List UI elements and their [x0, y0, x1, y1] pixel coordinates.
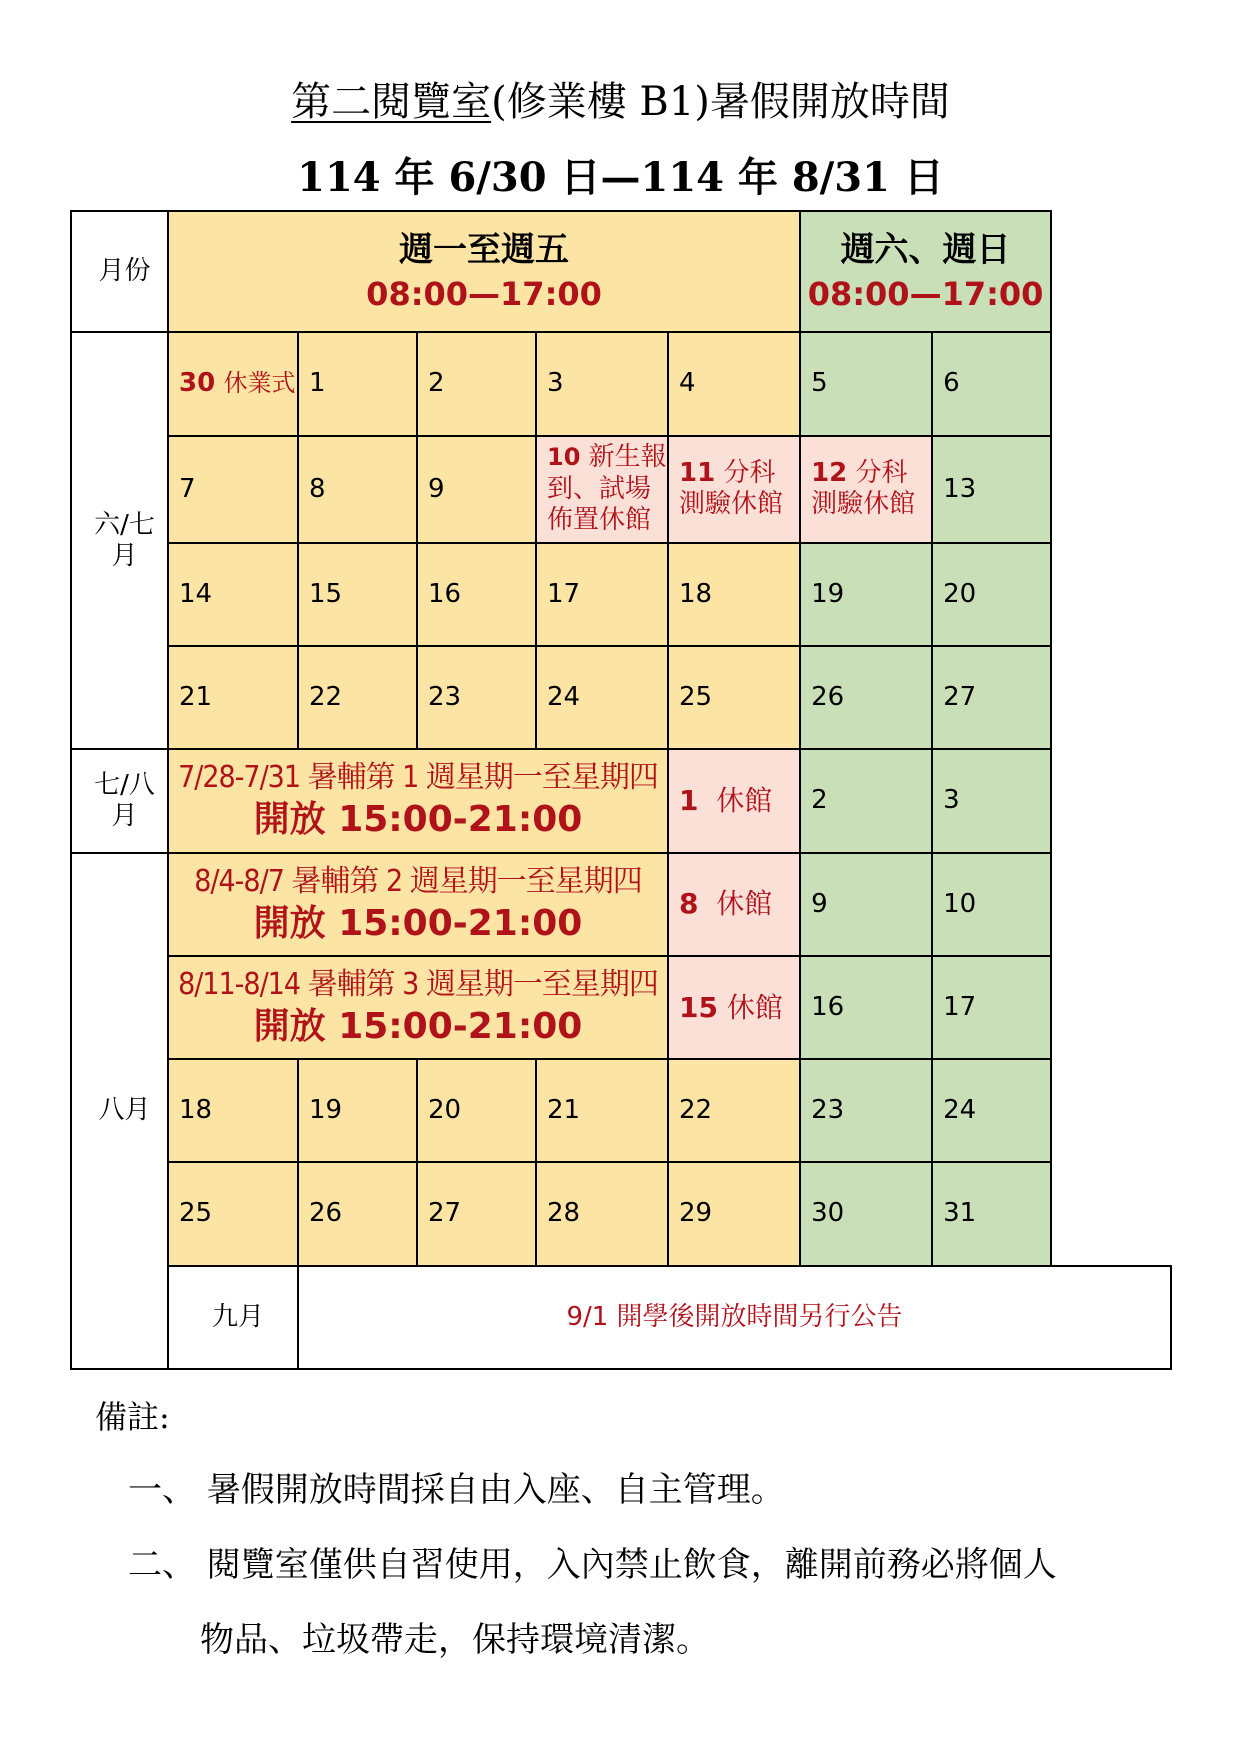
- month-header: 月份: [71, 211, 168, 332]
- closed-day-8: 8 休館: [668, 853, 800, 956]
- weekend-name: 週六、週日: [840, 230, 1011, 271]
- day-cell: 23: [417, 646, 536, 749]
- day-cell: 27: [932, 646, 1051, 749]
- table-row: [71, 646, 1171, 749]
- day-cell: 18: [668, 543, 800, 646]
- day-cell: 14: [168, 543, 298, 646]
- day-cell: 29: [668, 1162, 800, 1265]
- weekday-hours: 08:00—17:00: [366, 274, 602, 313]
- day-cell: 22: [298, 646, 417, 749]
- weekend-hours: 08:00—17:00: [807, 274, 1044, 313]
- table-row: [71, 1059, 1171, 1162]
- day-cell: 17: [932, 956, 1051, 1059]
- day-cell: 22: [668, 1059, 800, 1162]
- table-row: [71, 1162, 1171, 1265]
- day-cell: 24: [536, 646, 668, 749]
- day-cell: 3: [932, 749, 1051, 852]
- day-cell: 3: [536, 332, 668, 435]
- day-cell: 20: [932, 543, 1051, 646]
- month-sep: 九月: [168, 1266, 298, 1369]
- month-aug: 八月: [71, 853, 168, 1369]
- closed-day-1: 1 休館: [668, 749, 800, 852]
- summer-session-week-3: 8/11-8/14 暑輔第 3 週星期一至星期四 開放 15:00-21:00: [168, 956, 668, 1059]
- day-cell: 26: [800, 646, 932, 749]
- day-cell: 5: [800, 332, 932, 435]
- summer-session-week-2: 8/4-8/7 暑輔第 2 週星期一至星期四 開放 15:00-21:00: [168, 853, 668, 956]
- schedule-table: [70, 210, 1172, 1370]
- day-cell: 21: [168, 646, 298, 749]
- table-row: [71, 543, 1171, 646]
- day-cell: 20: [417, 1059, 536, 1162]
- day-cell: 1: [298, 332, 417, 435]
- day-cell: 28: [536, 1162, 668, 1265]
- title-rest: (修業樓 B1)暑假開放時間: [491, 79, 950, 125]
- day-cell: 31: [932, 1162, 1051, 1265]
- day-cell: 30 休業式: [168, 332, 298, 435]
- day-cell: 13: [932, 436, 1051, 543]
- month-jul-aug: 七/八月: [71, 749, 168, 852]
- day-cell: 15: [298, 543, 417, 646]
- day-cell: 16: [800, 956, 932, 1059]
- day-cell: 25: [668, 646, 800, 749]
- day-cell: 25: [168, 1162, 298, 1265]
- closed-day-10: 10 新生報到、試場佈置休館: [536, 436, 668, 543]
- table-row: [71, 332, 1171, 435]
- date-range: 114 年 6/30 日—114 年 8/31 日: [297, 154, 944, 201]
- day-cell: 6: [932, 332, 1051, 435]
- september-notice: 9/1 開學後開放時間另行公告: [298, 1266, 1171, 1369]
- day-cell: 30: [800, 1162, 932, 1265]
- summer-session-week-1: 7/28-7/31 暑輔第 1 週星期一至星期四 開放 15:00-21:00: [168, 749, 668, 852]
- day-cell: 18: [168, 1059, 298, 1162]
- day-cell: 7: [168, 436, 298, 543]
- day-cell: 21: [536, 1059, 668, 1162]
- day-cell: 19: [298, 1059, 417, 1162]
- closed-day-12: 12 分科測驗休館: [800, 436, 932, 543]
- day-cell: 16: [417, 543, 536, 646]
- closed-day-11: 11 分科測驗休館: [668, 436, 800, 543]
- weekday-name: 週一至週五: [399, 230, 570, 271]
- weekday-header: [168, 211, 800, 332]
- weekend-header: [800, 211, 1051, 332]
- note-item-2-continued: 物品、垃圾帶走，保持環境清潔。: [200, 1620, 710, 1660]
- day-cell: 9: [417, 436, 536, 543]
- closed-day-15: 15 休館: [668, 956, 800, 1059]
- day-cell: 17: [536, 543, 668, 646]
- day-cell: 23: [800, 1059, 932, 1162]
- day-cell: 9: [800, 853, 932, 956]
- day-cell: 26: [298, 1162, 417, 1265]
- note-item-2: 二、 閱覽室僅供自習使用，入內禁止飲食，離開前務必將個人: [128, 1545, 1057, 1585]
- notes-heading: 備註:: [95, 1398, 170, 1436]
- table-row: [71, 1266, 1171, 1369]
- header-row: [71, 211, 1171, 332]
- day-cell: 8: [298, 436, 417, 543]
- room-name: 第二閱覽室: [291, 79, 492, 125]
- note-item-1: 一、 暑假開放時間採自由入座、自主管理。: [128, 1470, 785, 1510]
- day-cell: 10: [932, 853, 1051, 956]
- document-title: [0, 70, 1241, 127]
- day-cell: 2: [800, 749, 932, 852]
- table-row: [71, 956, 1171, 1059]
- day-cell: 2: [417, 332, 536, 435]
- table-row: [71, 436, 1171, 543]
- day-cell: 27: [417, 1162, 536, 1265]
- day-cell: 19: [800, 543, 932, 646]
- table-row: [71, 749, 1171, 852]
- table-row: [71, 853, 1171, 956]
- day-cell: 4: [668, 332, 800, 435]
- day-cell: 24: [932, 1059, 1051, 1162]
- month-jun-jul: 六/七月: [71, 332, 168, 749]
